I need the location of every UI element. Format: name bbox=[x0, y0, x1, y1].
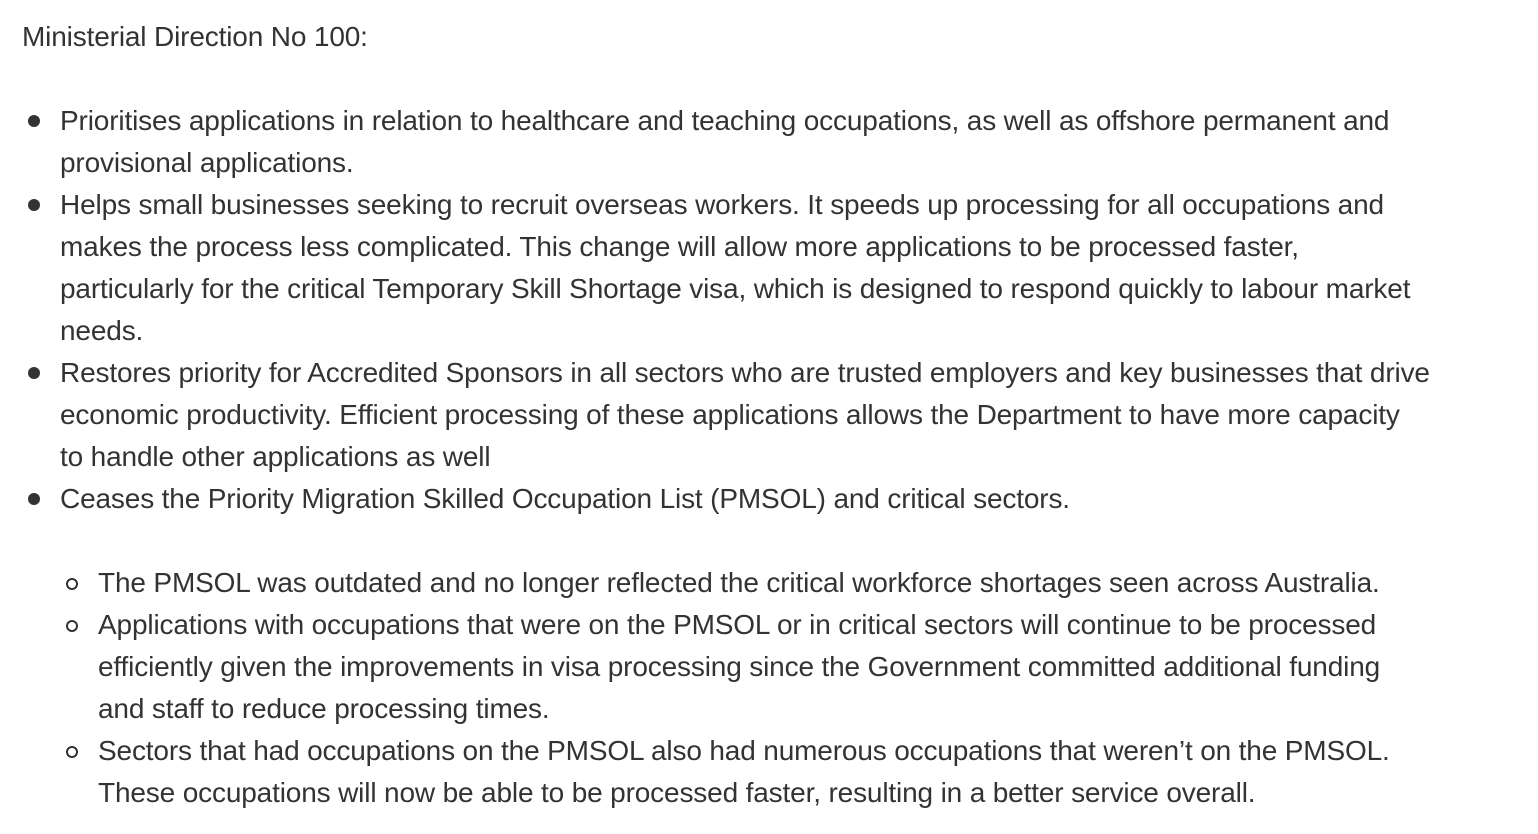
list-item-line: efficiently given the improvements in visa processing since the Government committed additional funding bbox=[98, 651, 1381, 682]
bullet-disc-icon bbox=[28, 493, 40, 505]
bullet-disc-icon bbox=[28, 115, 40, 127]
list-item bbox=[22, 604, 1430, 730]
list-item-line: Applications with occupations that were on the PMSOL or in critical sectors will continue to be processed bbox=[98, 609, 1377, 640]
list-item-line: Restores priority for Accredited Sponsors in all sectors who are trusted employers and key businesses that drive bbox=[60, 357, 1430, 388]
list-item-line: The PMSOL was outdated and no longer reflected the critical workforce shortages seen across Australia. bbox=[98, 567, 1380, 598]
list-item-line: particularly for the critical Temporary Skill Shortage visa, which is designed to respond quickly to labour market bbox=[60, 273, 1411, 304]
list-item-line: Helps small businesses seeking to recruit overseas workers. It speeds up processing for all occupations and bbox=[60, 189, 1384, 220]
list-item-line: Prioritises applications in relation to healthcare and teaching occupations, as well as offshore permanent and bbox=[60, 105, 1390, 136]
bullet-circle-icon bbox=[66, 620, 78, 632]
bullet-circle-icon bbox=[66, 746, 78, 758]
heading: Ministerial Direction No 100: bbox=[22, 21, 368, 52]
list-item-line: Ceases the Priority Migration Skilled Occupation List (PMSOL) and critical sectors. bbox=[60, 483, 1070, 514]
document bbox=[22, 16, 1430, 814]
list-item-line: Sectors that had occupations on the PMSOL also had numerous occupations that weren’t on the PMSOL. bbox=[98, 735, 1390, 766]
list-item bbox=[22, 184, 1430, 352]
bullet-disc-icon bbox=[28, 199, 40, 211]
list-item-line: and staff to reduce processing times. bbox=[98, 693, 550, 724]
list-item-line: to handle other applications as well bbox=[60, 441, 491, 472]
sub-bullet-list bbox=[22, 562, 1430, 814]
bullet-list bbox=[22, 100, 1430, 520]
list-item bbox=[22, 730, 1430, 814]
list-item-line: provisional applications. bbox=[60, 147, 354, 178]
list-item bbox=[22, 478, 1430, 520]
list-item-line: economic productivity. Efficient processing of these applications allows the Department to have more capacity bbox=[60, 399, 1400, 430]
bullet-circle-icon bbox=[66, 578, 78, 590]
list-item-line: needs. bbox=[60, 315, 144, 346]
list-item-line: makes the process less complicated. This change will allow more applications to be processed faster, bbox=[60, 231, 1299, 262]
list-item bbox=[22, 352, 1430, 478]
bullet-disc-icon bbox=[28, 367, 40, 379]
list-item-line: These occupations will now be able to be processed faster, resulting in a better service overall. bbox=[98, 777, 1256, 808]
list-item bbox=[22, 562, 1430, 604]
list-item bbox=[22, 100, 1430, 184]
